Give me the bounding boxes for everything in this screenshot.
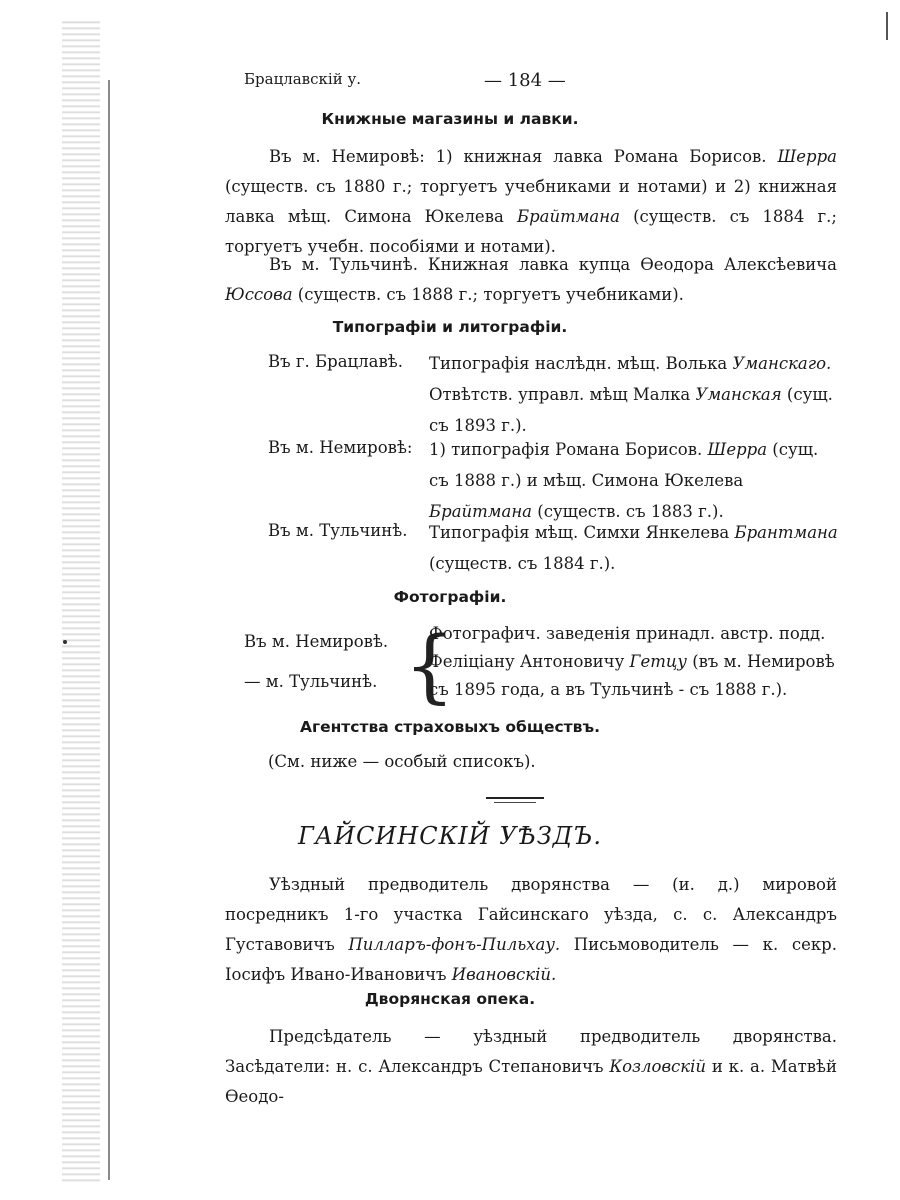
page-number: — 184 — xyxy=(484,70,566,91)
paragraph-marshal: Уѣздный предводитель дворянства — (и. д.) мировой посредникъ 1-го участка Гайсинскаго уѣзда, с. с. Александръ Густавовичъ Пилларъ-фонъ-Пильхау. Письмоводитель — к. секр. Іосифъ Ивано-Ивановичъ Ивановскій. xyxy=(225,875,837,984)
running-title: Брацлавскій у. xyxy=(244,70,362,88)
photo-place-nemirov: Въ м. Немировѣ. xyxy=(244,632,389,651)
heading-photography: Фотографіи. xyxy=(393,588,507,606)
printing-entry-bratslav: Типографія наслѣдн. мѣщ. Волька Уманскаго. Отвѣтств. управл. мѣщ Малка Уманская (сущ. съ 1893 г.). xyxy=(429,354,833,435)
photo-line-1: Фотографич. заведенія принадл. австр. подд. xyxy=(429,624,826,643)
edge-mark xyxy=(886,12,888,40)
district-title: ГАЙСИНСКІЙ УѢЗДЪ. xyxy=(298,822,602,850)
printing-place-nemirov: Въ м. Немировѣ: xyxy=(268,438,413,457)
heading-bookshops: Книжные магазины и лавки. xyxy=(321,110,579,128)
printing-entry-tulchin: Типографія мѣщ. Симхи Янкелева Брантмана (существ. съ 1884 г.). xyxy=(429,523,838,573)
binding-line xyxy=(108,80,110,1180)
printing-entry-nemirov: 1) типографія Романа Борисов. Шерра (сущ. съ 1888 г.) и мѣщ. Симона Юкелева Брайтмана (существ. съ 1883 г.). xyxy=(429,440,819,521)
brace-glyph: { xyxy=(404,619,455,712)
photo-place-tulchin: — м. Тульчинѣ. xyxy=(244,672,378,691)
photo-line-2: Феліціану Антоновичу Гетцу (въ м. Немировѣ xyxy=(429,652,835,671)
heading-printing: Типографіи и литографіи. xyxy=(332,318,568,336)
heading-insurance: Агентства страховыхъ обществъ. xyxy=(299,718,600,736)
printing-place-bratslav: Въ г. Брацлавѣ. xyxy=(268,352,403,371)
photo-line-3: съ 1895 года, а въ Тульчинѣ - съ 1888 г.). xyxy=(429,680,788,699)
insurance-note: (См. ниже — особый списокъ). xyxy=(268,752,536,771)
heading-guardianship: Дворянская опека. xyxy=(364,990,536,1008)
ink-speck xyxy=(63,640,67,644)
separator-rule-thin xyxy=(494,802,536,803)
separator-rule xyxy=(486,797,544,799)
printing-place-tulchin: Въ м. Тульчинѣ. xyxy=(268,521,408,540)
paragraph-tulchin-bookshop: Въ м. Тульчинѣ. Книжная лавка купца Ѳеодора Алексѣевича Юссова (существ. съ 1888 г.; торгуетъ учебниками). xyxy=(225,255,837,304)
paragraph-guardianship: Предсѣдатель — уѣздный предводитель дворянства. Засѣдатели: н. с. Александръ Степановичъ Козловскій и к. а. Матвѣй Ѳеодо- xyxy=(225,1027,838,1106)
paragraph-nemirov-bookshops: Въ м. Немировѣ: 1) книжная лавка Романа Борисов. Шерра (существ. съ 1880 г.; торгуетъ учебниками и нотами) и 2) книжная лавка мѣщ. Симона Юкелева Брайтмана (существ. съ 1884 г.; торгуетъ учебн. пособіями и нотами). xyxy=(225,147,837,256)
